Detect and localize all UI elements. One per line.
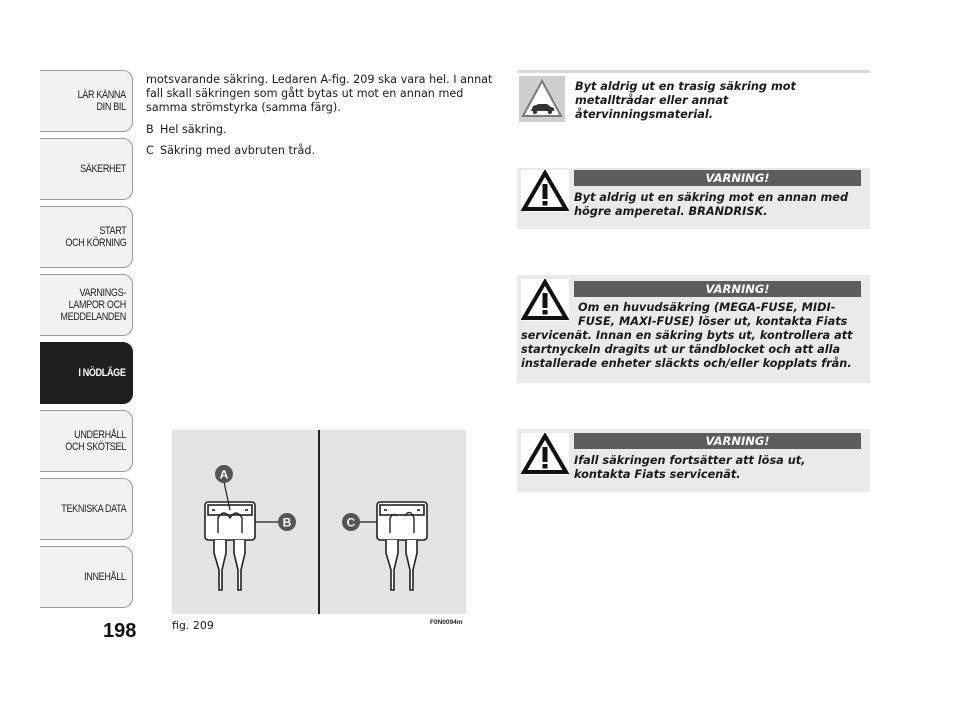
tab-start-och-korning[interactable] (40, 206, 133, 268)
warning-heading: VARNING! (574, 170, 861, 186)
tab-innehall[interactable] (40, 546, 133, 608)
car-warning-icon (519, 76, 565, 122)
definition-text: Säkring med avbruten tråd. (160, 144, 316, 157)
tab-label: LÄR KÄNNA DIN BIL (77, 89, 126, 113)
section-rule (517, 70, 870, 73)
blown-fuse (377, 502, 427, 590)
label-a: A (219, 467, 229, 482)
definition-text: Hel säkring. (160, 123, 227, 136)
note-text: Byt aldrig ut en trasig säkring mot metalltrådar eller annat återvinningsmaterial. (575, 80, 796, 121)
warning-heading: VARNING! (574, 281, 861, 297)
warning-text: Ifall säkringen fortsätter att lösa ut, kontakta Fiats servicenät. (574, 454, 806, 481)
warning-heading: VARNING! (574, 433, 861, 449)
definition-key: C (146, 144, 154, 157)
tab-label: VARNINGS- LAMPOR OCH MEDDELANDEN (60, 287, 126, 323)
figure-code: F0N0094m (430, 619, 463, 626)
tab-label: I NÖDLÄGE (78, 367, 126, 379)
label-b: B (282, 515, 292, 530)
warning-triangle-icon (521, 433, 569, 475)
warning-box (517, 275, 870, 383)
tab-label: TEKNISKA DATA (60, 503, 126, 515)
warning-triangle-icon (521, 170, 569, 212)
tab-varningslampor[interactable] (40, 274, 133, 336)
tab-i-nodlage[interactable] (40, 342, 133, 404)
tab-sakerhet[interactable] (40, 138, 133, 200)
warning-box (517, 429, 870, 492)
body-paragraph: motsvarande säkring. Ledaren A-fig. 209 ska vara hel. I annat fall skall säkringen som gått bytas ut mot en annan med samma strömstyrka (samma färg). (146, 73, 493, 114)
tab-label: UNDERHÅLL OCH SKÖTSEL (65, 429, 126, 453)
intact-fuse (205, 502, 255, 590)
body-text (146, 73, 496, 165)
warning-text: Byt aldrig ut en säkring mot en annan med högre amperetal. BRANDRISK. (574, 191, 849, 218)
tab-label: SÄKERHET (80, 163, 126, 175)
fuse-figure (172, 430, 466, 614)
definition-key: B (146, 123, 154, 136)
note-box (517, 74, 870, 124)
definition-item (146, 123, 496, 137)
definition-item (146, 144, 496, 158)
figure-caption: fig. 209 (172, 619, 214, 632)
warning-text-wrap (521, 301, 866, 371)
figure-divider (318, 430, 320, 614)
chapter-tabs (40, 70, 133, 614)
tab-lar-kanna-din-bil[interactable] (40, 70, 133, 132)
tab-tekniska-data[interactable] (40, 478, 133, 540)
tab-underhall-och-skotsel[interactable] (40, 410, 133, 472)
warning-text: Om en huvudsäkring (MEGA-FUSE, MIDI-FUSE, MAXI-FUSE) löser ut, kontakta Fiats servicenät. Innan en säkring byts ut, kontrollera att startnyckeln dragits ut ur tändblocket och att alla installerade enheter släckts och/eller kopplats från. (521, 301, 853, 370)
tab-label: START OCH KÖRNING (64, 225, 126, 249)
page-number: 198 (103, 620, 137, 642)
warning-box (517, 168, 870, 229)
label-c: C (346, 515, 356, 530)
tab-label: INNEHÅLL (84, 571, 126, 583)
